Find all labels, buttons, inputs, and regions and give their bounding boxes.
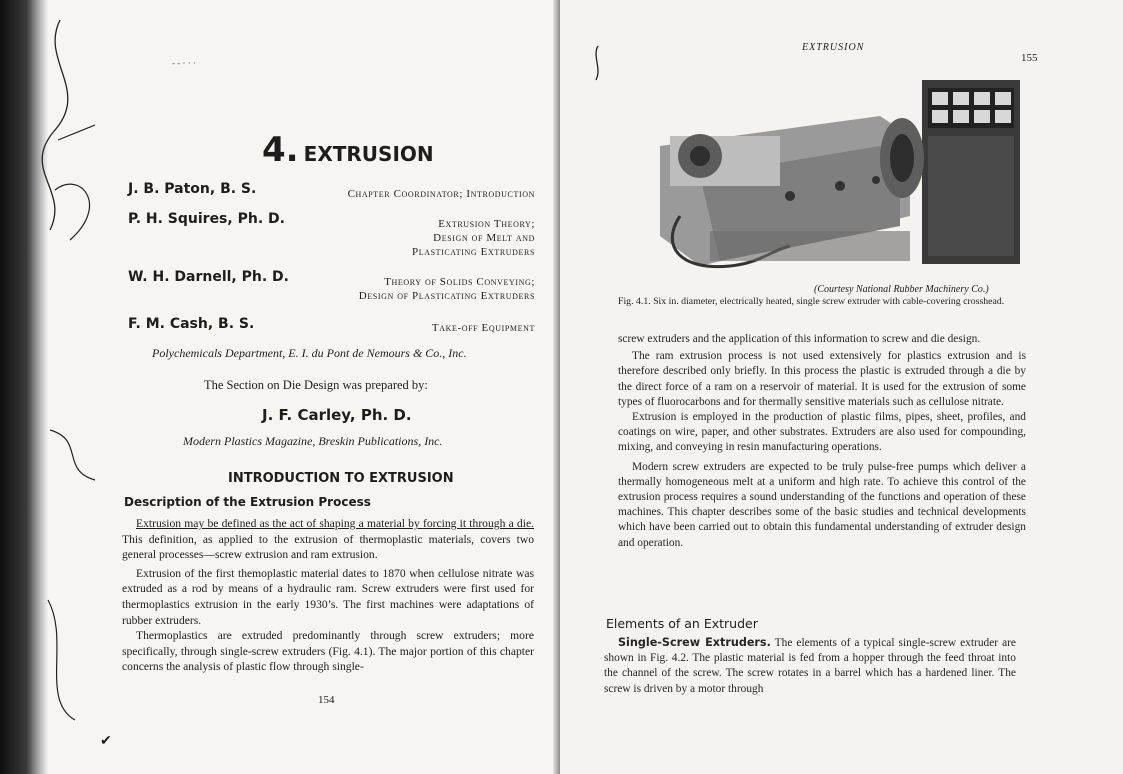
paragraph: Modern screw extruders are expected to be truly pulse-free pumps which deliver a thermally homogeneous melt at a uniform and high rate. To achieve this control of the extrusion process requires a sound understanding of the functions and operation of these machines. This chapter describes some of the basic studies and technical developments which have been carried out to obtain this fundamental understanding of extruder design and operation. xyxy=(618,460,1026,549)
author-role-line: Extrusion Theory; xyxy=(438,218,535,230)
figure-credit: (Courtesy National Rubber Machinery Co.) xyxy=(814,284,989,295)
die-design-note: The Section on Die Design was prepared by: xyxy=(204,378,428,392)
margin-mark xyxy=(588,44,608,84)
paragraph: The ram extrusion process is not used extensively for plastics extrusion and is therefore described only briefly. In this process the plastic is extruded through a die by the direct force of a ram on a reservoir of material. It is used for the extrusion of some types of fluorocarbons and for thermally sensitive materials such as cellulose nitrate. xyxy=(618,350,1026,408)
figure-caption: Fig. 4.1. Six in. diameter, electrically heated, single screw extruder with cable-covering crosshead. xyxy=(618,296,1005,307)
paragraph: screw extruders and the application of this information to screw and die design. xyxy=(618,333,981,345)
section-heading: INTRODUCTION TO EXTRUSION xyxy=(228,471,454,486)
body-text xyxy=(122,516,534,675)
extruder-photo xyxy=(640,76,1040,284)
subheading: Description of the Extrusion Process xyxy=(124,495,371,509)
section-heading: Elements of an Extruder xyxy=(606,616,758,631)
page-number: 154 xyxy=(318,694,335,706)
paragraph: Extrusion of the first themoplastic material dates to 1870 when cellulose nitrate was extruded as a rod by means of a hydraulic ram. Screw extruders were first used for thermoplastics extrusion in the early 1930’s. The first machines were adaptations of rubber extruders. xyxy=(122,566,534,627)
affiliation: Polychemicals Department, E. I. du Pont de Nemours & Co., Inc. xyxy=(152,346,467,360)
left-page xyxy=(0,0,560,774)
subsection-text xyxy=(604,635,1016,697)
right-page xyxy=(560,0,1123,774)
author-name: J. B. Paton, B. S. xyxy=(128,181,257,197)
author-name: W. H. Darnell, Ph. D. xyxy=(128,269,289,285)
paragraph: Extrusion is employed in the production of plastic films, pipes, sheet, profiles, and coatings on wire, paper, and other substrates. Extruders are also used for compounding, mixing, and conveying in resin manufacturing operations. xyxy=(618,411,1026,454)
running-head: EXTRUSION xyxy=(802,42,865,53)
author-name: F. M. Cash, B. S. xyxy=(128,316,255,332)
author-role-line: Design of Melt and xyxy=(433,232,535,244)
author-role: Take-off Equipment xyxy=(431,322,535,334)
author-role-line: Theory of Solids Conveying; xyxy=(384,276,535,288)
paragraph: Thermoplastics are extruded predominantly through screw extruders; more specifically, through single-screw extruders (Fig. 4.1). The major portion of this chapter concerns the analysis of plastic flow through single- xyxy=(122,629,534,674)
stray-mark: ✔ xyxy=(100,734,112,749)
die-affiliation: Modern Plastics Magazine, Breskin Publications, Inc. xyxy=(183,434,443,448)
stray-marks: - - · · · xyxy=(172,58,196,68)
page-number: 155 xyxy=(1021,52,1038,64)
author-name: P. H. Squires, Ph. D. xyxy=(128,211,285,227)
paragraph: Single-Screw Extruders. The elements of a typical single-screw extruder are shown in Fig. 4.2. The plastic material is fed from a hopper through the feed throat into the channel of the screw. The screw rotates in a barrel which has a hardened liner. The screw is driven by a motor through xyxy=(604,636,1016,695)
chapter-title: 4. EXTRUSION xyxy=(262,130,434,170)
book-binding-shadow xyxy=(0,0,48,774)
author-role-line: Design of Plasticating Extruders xyxy=(358,290,535,302)
paragraph: Extrusion may be defined as the act of shaping a material by forcing it through a die. This definition, as applied to the extrusion of thermoplastic materials, covers two general processes—screw extrusion and ram extrusion. xyxy=(122,517,534,562)
die-author: J. F. Carley, Ph. D. xyxy=(262,406,412,424)
body-text xyxy=(618,332,1026,551)
author-role: Chapter Coordinator; Introduction xyxy=(347,188,535,200)
author-role-line: Plasticating Extruders xyxy=(411,246,535,258)
